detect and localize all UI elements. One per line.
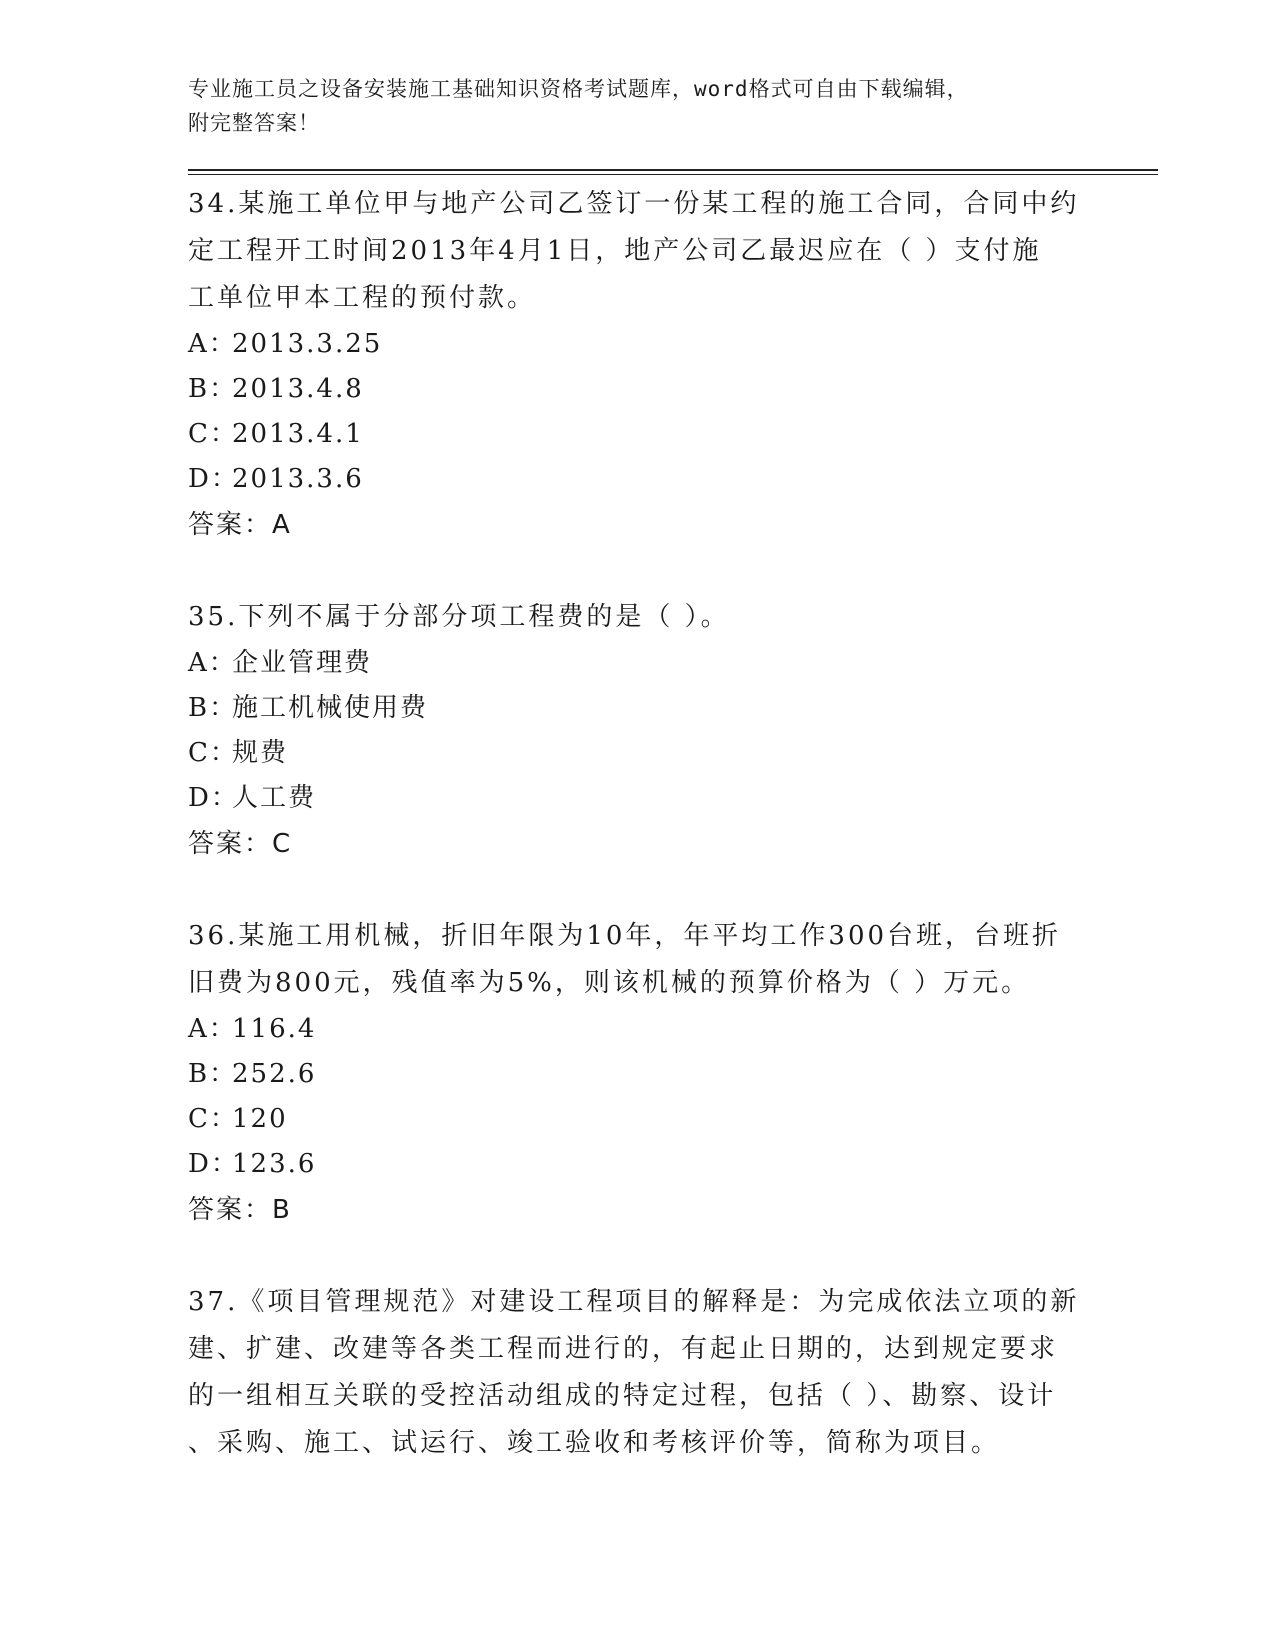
option-d <box>188 1142 1158 1187</box>
document-header <box>188 72 1088 140</box>
stem-line: 37.《项目管理规范》对建设工程项目的解释是：为完成依法立项的新 <box>188 1287 1080 1317</box>
stem-line: 34.某施工单位甲与地产公司乙签订一份某工程的施工合同，合同中约 <box>188 189 1080 219</box>
answer-line: 答案：B <box>188 1195 292 1225</box>
option-text: 2013.4.8 <box>232 374 364 404</box>
question-35 <box>188 594 1158 867</box>
header-line: 专业施工员之设备安装施工基础知识资格考试题库，word格式可自由下载编辑， <box>188 77 969 101</box>
stem-line: 35.下列不属于分部分项工程费的是（ ）。 <box>188 602 730 632</box>
option-key: A： <box>188 648 237 678</box>
question-stem <box>188 1279 1088 1467</box>
stem-line: 建、扩建、改建等各类工程而进行的，有起止日期的，达到规定要求 <box>188 1334 1059 1364</box>
stem-line: 旧费为800元，残值率为5%，则该机械的预算价格为（ ）万元。 <box>188 968 1031 998</box>
option-key: D： <box>188 1149 239 1179</box>
question-list <box>188 181 1158 1467</box>
option-b <box>188 1052 1158 1097</box>
header-divider <box>188 169 1158 175</box>
option-key: A： <box>188 1014 237 1044</box>
option-b <box>188 686 1158 731</box>
option-key: D： <box>188 783 239 813</box>
option-c <box>188 412 1158 457</box>
question-34 <box>188 181 1158 548</box>
stem-line: 、采购、施工、试运行、竣工验收和考核评价等，简称为项目。 <box>188 1428 1001 1458</box>
option-text: 人工费 <box>232 783 317 813</box>
question-stem <box>188 181 1088 322</box>
option-key: C： <box>188 738 238 768</box>
question-37 <box>188 1279 1158 1467</box>
answer-line: 答案：A <box>188 510 292 540</box>
question-stem <box>188 594 1088 641</box>
answer-line: 答案：C <box>188 829 293 859</box>
option-key: B： <box>188 1059 238 1089</box>
option-key: A： <box>188 329 237 359</box>
option-text: 252.6 <box>232 1059 317 1089</box>
option-key: B： <box>188 693 238 723</box>
stem-line: 的一组相互关联的受控活动组成的特定过程，包括（ ）、勘察、设计 <box>188 1381 1057 1411</box>
option-key: C： <box>188 419 238 449</box>
stem-line: 工单位甲本工程的预付款。 <box>188 283 537 313</box>
option-text: 规费 <box>232 738 289 768</box>
option-d <box>188 776 1158 821</box>
option-text: 120 <box>232 1104 288 1134</box>
option-c <box>188 1097 1158 1142</box>
option-key: C： <box>188 1104 238 1134</box>
question-stem <box>188 913 1088 1007</box>
option-key: D： <box>188 464 239 494</box>
option-text: 123.6 <box>232 1149 317 1179</box>
option-b <box>188 367 1158 412</box>
option-text: 施工机械使用费 <box>232 693 429 723</box>
option-c <box>188 731 1158 776</box>
stem-line: 定工程开工时间2013年4月1日，地产公司乙最迟应在（ ）支付施 <box>188 236 1042 266</box>
option-text: 2013.3.25 <box>232 329 383 359</box>
option-d <box>188 457 1158 502</box>
option-a <box>188 641 1158 686</box>
stem-line: 36.某施工用机械，折旧年限为10年，年平均工作300台班，台班折 <box>188 921 1062 951</box>
option-a <box>188 322 1158 367</box>
option-text: 2013.4.1 <box>232 419 364 449</box>
question-36 <box>188 913 1158 1233</box>
option-text: 2013.3.6 <box>232 464 364 494</box>
option-text: 116.4 <box>232 1014 317 1044</box>
option-text: 企业管理费 <box>232 648 373 678</box>
option-key: B： <box>188 374 238 404</box>
document-page <box>188 72 1158 1513</box>
header-line: 附完整答案！ <box>188 111 320 135</box>
option-a <box>188 1007 1158 1052</box>
